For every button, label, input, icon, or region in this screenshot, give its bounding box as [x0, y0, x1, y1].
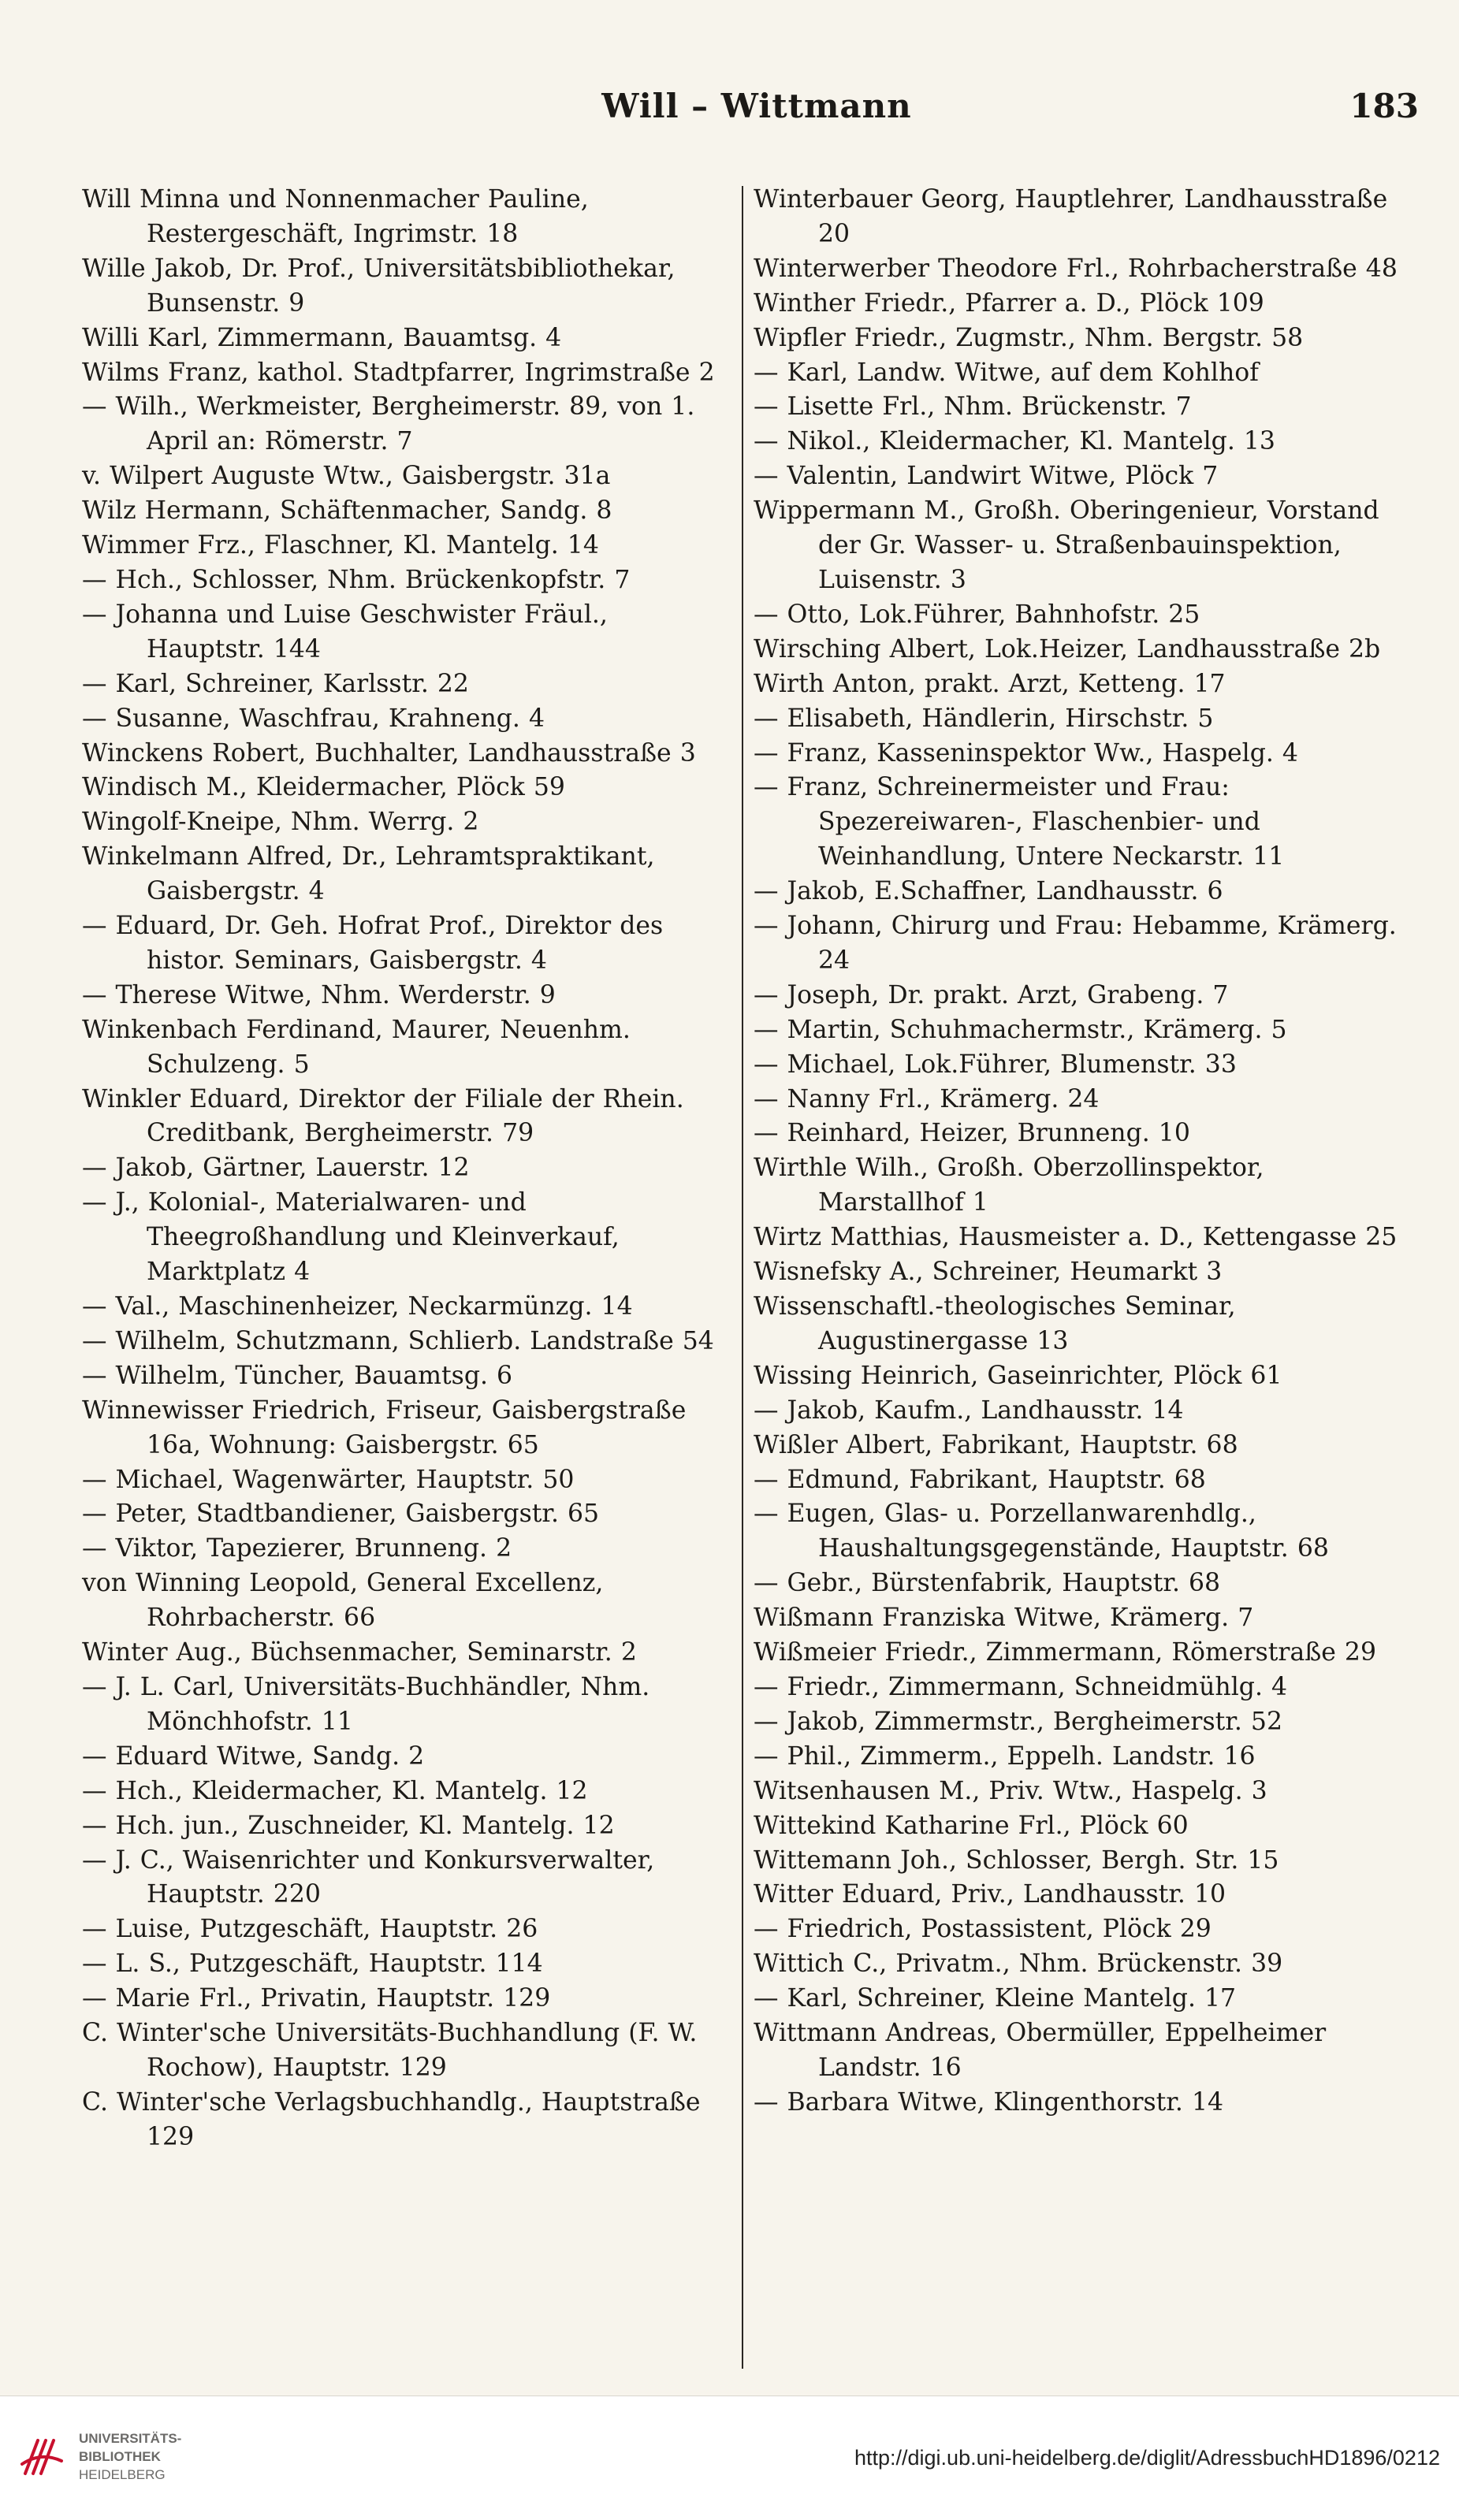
directory-entry: — Franz, Schreinermeister und Frau: Spezereiwaren-, Flaschenbier- und Weinhandlung, Untere Neckarstr. 11 — [754, 773, 1285, 872]
directory-entry: Wirth Anton, prakt. Arzt, Ketteng. 17 — [754, 669, 1226, 698]
directory-entry: — Viktor, Tapezierer, Brunneng. 2 — [82, 1534, 512, 1563]
directory-entry: — Hch., Kleidermacher, Kl. Mantelg. 12 — [82, 1776, 588, 1805]
directory-entry: von Winning Leopold, General Excellenz, Rohrbacherstr. 66 — [82, 1569, 604, 1633]
library-name-line: HEIDELBERG — [79, 2467, 166, 2482]
directory-entry: Wille Jakob, Dr. Prof., Universitätsbibliothekar, Bunsenstr. 9 — [82, 254, 676, 318]
library-name-line: UNIVERSITÄTS- — [79, 2431, 182, 2446]
directory-entry: — Martin, Schuhmachermstr., Krämerg. 5 — [754, 1015, 1287, 1044]
directory-entry: Will Minna und Nonnenmacher Pauline, Restergeschäft, Ingrimstr. 18 — [82, 185, 589, 248]
directory-entry: — Karl, Schreiner, Karlsstr. 22 — [82, 669, 469, 698]
directory-entry: — Wilh., Werkmeister, Bergheimerstr. 89, von 1. April an: Römerstr. 7 — [82, 392, 695, 456]
left-column — [82, 183, 728, 2369]
directory-entry: — Jakob, Gärtner, Lauerstr. 12 — [82, 1154, 470, 1183]
page-number: 183 — [1349, 87, 1419, 125]
directory-entry: — Michael, Lok.Führer, Blumenstr. 33 — [754, 1050, 1237, 1079]
directory-entry: — Franz, Kasseninspektor Ww., Haspelg. 4 — [754, 738, 1298, 768]
directory-entry: Wirsching Albert, Lok.Heizer, Landhausstraße 2b — [754, 634, 1381, 663]
page-title: Will – Wittmann — [601, 87, 912, 125]
page-header — [95, 87, 1419, 142]
directory-entry: Willi Karl, Zimmermann, Bauamtsg. 4 — [82, 323, 562, 352]
directory-entry: — Joseph, Dr. prakt. Arzt, Grabeng. 7 — [754, 980, 1229, 1009]
directory-entry: — Otto, Lok.Führer, Bahnhofstr. 25 — [754, 600, 1200, 629]
directory-entry: — Val., Maschinenheizer, Neckarmünzg. 14 — [82, 1292, 633, 1321]
directory-entry: Witsenhausen M., Priv. Wtw., Haspelg. 3 — [754, 1776, 1267, 1805]
library-name-line: BIBLIOTHEK — [79, 2449, 161, 2464]
directory-entry: — Nikol., Kleidermacher, Kl. Mantelg. 13 — [754, 427, 1275, 456]
directory-entry: Wittmann Andreas, Obermüller, Eppelheimer Landstr. 16 — [754, 2019, 1327, 2082]
directory-entry: Winkelmann Alfred, Dr., Lehramtspraktikant, Gaisbergstr. 4 — [82, 842, 655, 906]
directory-entry: — Therese Witwe, Nhm. Werderstr. 9 — [82, 980, 556, 1009]
directory-entry: Winterwerber Theodore Frl., Rohrbacherstraße 48 — [754, 254, 1398, 283]
directory-entry: — Jakob, Kaufm., Landhausstr. 14 — [754, 1396, 1184, 1425]
directory-entry: — Valentin, Landwirt Witwe, Plöck 7 — [754, 462, 1219, 491]
directory-entry: Wipfler Friedr., Zugmstr., Nhm. Bergstr. 58 — [754, 323, 1304, 352]
directory-entry: — Wilhelm, Schutzmann, Schlierb. Landstraße 54 — [82, 1326, 714, 1355]
directory-entry: Winckens Robert, Buchhalter, Landhausstraße 3 — [82, 738, 696, 768]
library-name — [79, 2429, 181, 2484]
directory-entry: — Nanny Frl., Krämerg. 24 — [754, 1084, 1100, 1113]
directory-entry: — Phil., Zimmerm., Eppelh. Landstr. 16 — [754, 1741, 1256, 1771]
source-url-link[interactable]: http://digi.ub.uni-heidelberg.de/diglit/AdressbuchHD1896/0212 — [854, 2446, 1440, 2470]
directory-entry: Witter Eduard, Priv., Landhausstr. 10 — [754, 1880, 1226, 1909]
directory-entry: Wissenschaftl.-theologisches Seminar, Augustinergasse 13 — [754, 1292, 1236, 1355]
directory-entry: — J., Kolonial-, Materialwaren- und Theegroßhandlung und Kleinverkauf, Marktplatz 4 — [82, 1188, 620, 1287]
directory-entry: Wißmeier Friedr., Zimmermann, Römerstraße 29 — [754, 1638, 1377, 1667]
directory-entry: v. Wilpert Auguste Wtw., Gaisbergstr. 31a — [82, 462, 611, 491]
directory-entry: — Elisabeth, Händlerin, Hirschstr. 5 — [754, 704, 1214, 733]
right-column — [754, 183, 1400, 2369]
directory-entry: — Karl, Schreiner, Kleine Mantelg. 17 — [754, 1984, 1237, 2013]
directory-entry: Winkler Eduard, Direktor der Filiale der Rhein. Creditbank, Bergheimerstr. 79 — [82, 1084, 684, 1148]
directory-entry: Winter Aug., Büchsenmacher, Seminarstr. 2 — [82, 1638, 637, 1667]
directory-entry: — J. L. Carl, Universitäts-Buchhändler, Nhm. Mönchhofstr. 11 — [82, 1672, 650, 1736]
directory-entry: Wissing Heinrich, Gaseinrichter, Plöck 61 — [754, 1361, 1282, 1390]
directory-entry: Windisch M., Kleidermacher, Plöck 59 — [82, 773, 565, 802]
directory-entry: — Eduard Witwe, Sandg. 2 — [82, 1741, 425, 1771]
directory-entry: — Hch., Schlosser, Nhm. Brückenkopfstr. 7 — [82, 565, 631, 594]
directory-entry: — Johanna und Luise Geschwister Fräul., Hauptstr. 144 — [82, 600, 608, 663]
directory-entry: Winther Friedr., Pfarrer a. D., Plöck 109 — [754, 288, 1264, 318]
directory-entry: — Lisette Frl., Nhm. Brückenstr. 7 — [754, 392, 1192, 422]
directory-entry: C. Winter'sche Verlagsbuchhandlg., Hauptstraße 129 — [82, 2087, 701, 2151]
directory-entry: — Karl, Landw. Witwe, auf dem Kohlhof — [754, 358, 1259, 387]
directory-entry: Wißmann Franziska Witwe, Krämerg. 7 — [754, 1604, 1254, 1633]
directory-entry: — L. S., Putzgeschäft, Hauptstr. 114 — [82, 1949, 543, 1979]
directory-entry: — Gebr., Bürstenfabrik, Hauptstr. 68 — [754, 1569, 1221, 1598]
footer — [0, 2395, 1459, 2520]
directory-entry: — Johann, Chirurg und Frau: Hebamme, Krämerg. 24 — [754, 912, 1397, 975]
directory-entry: — J. C., Waisenrichter und Konkursverwalter, Hauptstr. 220 — [82, 1845, 655, 1909]
university-library-logo-icon — [17, 2433, 66, 2481]
directory-entry: Winterbauer Georg, Hauptlehrer, Landhausstraße 20 — [754, 185, 1388, 248]
directory-entry: — Friedr., Zimmermann, Schneidmühlg. 4 — [754, 1672, 1288, 1701]
directory-entry: — Friedrich, Postassistent, Plöck 29 — [754, 1915, 1211, 1944]
directory-entry: — Eduard, Dr. Geh. Hofrat Prof., Direktor des histor. Seminars, Gaisbergstr. 4 — [82, 912, 664, 975]
directory-entry: Winkenbach Ferdinand, Maurer, Neuenhm. Schulzeng. 5 — [82, 1015, 631, 1079]
directory-entry: — Jakob, Zimmermstr., Bergheimerstr. 52 — [754, 1707, 1283, 1736]
directory-entry: — Marie Frl., Privatin, Hauptstr. 129 — [82, 1984, 551, 2013]
directory-entry: — Jakob, E.Schaffner, Landhausstr. 6 — [754, 877, 1223, 906]
column-divider — [742, 186, 743, 2369]
directory-entry: — Luise, Putzgeschäft, Hauptstr. 26 — [82, 1915, 538, 1944]
directory-entry: — Barbara Witwe, Klingenthorstr. 14 — [754, 2087, 1224, 2117]
directory-entry: Wippermann M., Großh. Oberingenieur, Vorstand der Gr. Wasser- u. Straßenbauinspektion, Luisenstr. 3 — [754, 496, 1379, 594]
directory-entry: Wirthle Wilh., Großh. Oberzollinspektor, Marstallhof 1 — [754, 1154, 1264, 1217]
directory-entry: Wingolf-Kneipe, Nhm. Werrg. 2 — [82, 808, 479, 837]
directory-columns — [82, 183, 1412, 2369]
directory-entry: — Hch. jun., Zuschneider, Kl. Mantelg. 12 — [82, 1811, 615, 1840]
directory-entry: Wittekind Katharine Frl., Plöck 60 — [754, 1811, 1189, 1840]
directory-entry: Wirtz Matthias, Hausmeister a. D., Kettengasse 25 — [754, 1223, 1398, 1252]
directory-entry: — Susanne, Waschfrau, Krahneng. 4 — [82, 704, 545, 733]
directory-entry: — Peter, Stadtbandiener, Gaisbergstr. 65 — [82, 1500, 600, 1529]
directory-entry: — Edmund, Fabrikant, Hauptstr. 68 — [754, 1465, 1206, 1494]
directory-entry: — Wilhelm, Tüncher, Bauamtsg. 6 — [82, 1361, 513, 1390]
directory-entry: C. Winter'sche Universitäts-Buchhandlung (F. W. Rochow), Hauptstr. 129 — [82, 2019, 698, 2082]
directory-entry: Wisnefsky A., Schreiner, Heumarkt 3 — [754, 1258, 1223, 1287]
directory-entry: Winnewisser Friedrich, Friseur, Gaisbergstraße 16a, Wohnung: Gaisbergstr. 65 — [82, 1396, 687, 1459]
directory-entry: Wilms Franz, kathol. Stadtpfarrer, Ingrimstraße 2 — [82, 358, 715, 387]
directory-entry: — Reinhard, Heizer, Brunneng. 10 — [754, 1119, 1190, 1148]
directory-entry: — Eugen, Glas- u. Porzellanwarenhdlg., Haushaltungsgegenstände, Hauptstr. 68 — [754, 1500, 1329, 1563]
directory-entry: Wimmer Frz., Flaschner, Kl. Mantelg. 14 — [82, 531, 599, 560]
directory-entry: Wißler Albert, Fabrikant, Hauptstr. 68 — [754, 1430, 1238, 1459]
directory-entry: Wittich C., Privatm., Nhm. Brückenstr. 39 — [754, 1949, 1283, 1979]
directory-entry: — Michael, Wagenwärter, Hauptstr. 50 — [82, 1465, 575, 1494]
directory-entry: Wilz Hermann, Schäftenmacher, Sandg. 8 — [82, 496, 612, 526]
directory-entry: Wittemann Joh., Schlosser, Bergh. Str. 15 — [754, 1845, 1279, 1875]
